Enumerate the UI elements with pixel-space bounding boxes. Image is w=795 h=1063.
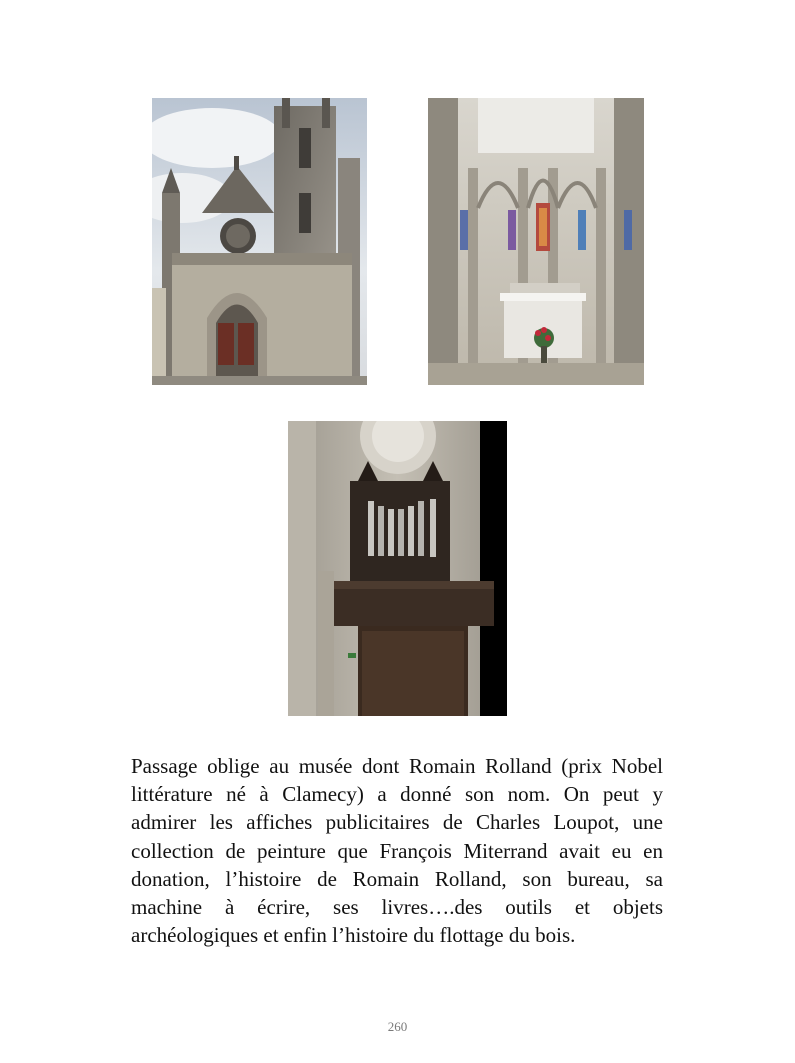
body-line: archéologiques et enfin l’histoire du flottage du bois. xyxy=(131,923,576,948)
body-line: admirer les affiches publicitaires de Charles Loupot, une xyxy=(131,810,663,835)
choir-interior-image xyxy=(428,98,644,385)
choir-interior-photo xyxy=(428,98,644,385)
pipe-organ-photo xyxy=(288,421,507,716)
body-line: donation, l’histoire de Romain Rolland, son bureau, sa xyxy=(131,866,663,891)
body-line: collection de peinture que François Miterrand avait eu en xyxy=(131,838,663,863)
body-line: Passage oblige au musée dont Romain Rolland (prix Nobel xyxy=(131,754,663,778)
body-line: machine à écrire, ses livres….des outils et objets xyxy=(131,895,663,920)
body-paragraph xyxy=(131,752,663,949)
church-facade-image xyxy=(152,98,367,385)
page-number: 260 xyxy=(387,1019,408,1034)
church-facade-photo xyxy=(152,98,367,385)
pipe-organ-image xyxy=(288,421,507,716)
body-line: littérature né à Clamecy) a donné son nom. On peut y xyxy=(131,782,663,807)
